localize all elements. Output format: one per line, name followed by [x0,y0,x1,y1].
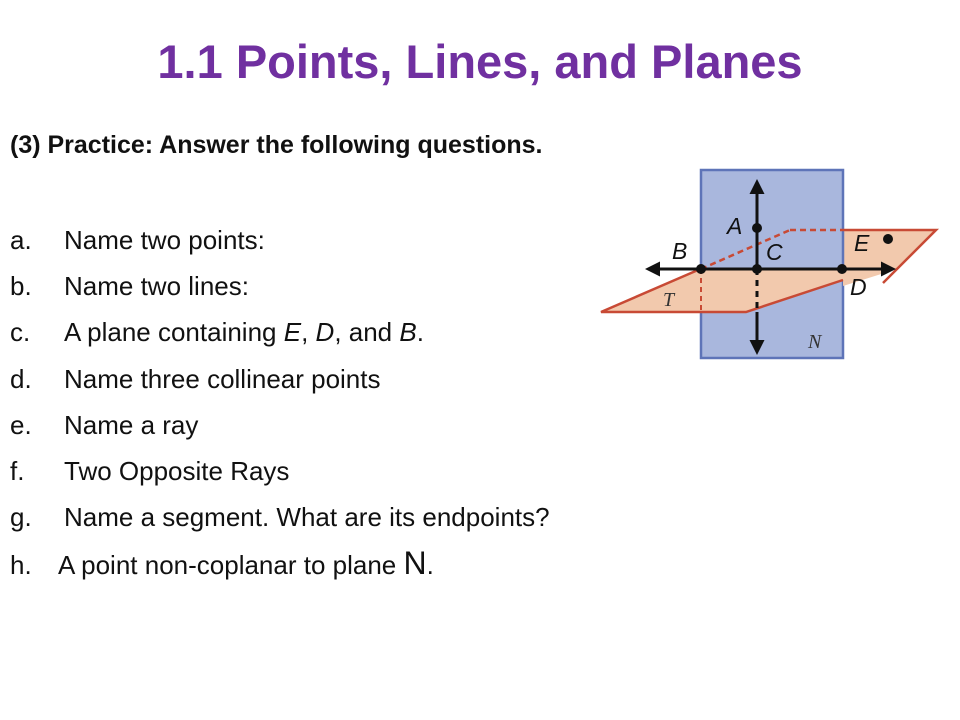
practice-heading: (3) Practice: Answer the following questions. [10,131,543,159]
question-a [10,222,550,268]
label-plane-t: T [663,289,675,311]
question-list [10,222,550,592]
page-title: 1.1 Points, Lines, and Planes [157,35,803,88]
period: . [416,317,424,348]
question-letter: g. [10,502,32,533]
label-a: A [727,213,743,239]
point-a [752,223,762,233]
question-g [10,499,550,545]
label-c: C [766,239,783,265]
question-text: Name two lines: [64,271,249,302]
question-letter: f. [10,455,25,486]
question-letter: e. [10,409,32,440]
label-plane-n: N [808,331,822,353]
question-b [10,268,550,314]
question-letter: b. [10,271,32,302]
question-text: Name a segment. What are its endpoints? [64,502,550,533]
point-b-ref: B [399,317,417,348]
question-c [10,314,550,360]
point-d [837,264,847,274]
separator: , and [334,317,400,348]
question-d [10,361,550,407]
question-text: A plane containing [64,317,284,348]
planes-diagram [596,162,942,362]
question-letter: a. [10,225,32,255]
question-text: A point non-coplanar to plane [58,550,404,581]
period: . [426,550,434,581]
question-letter: h. [10,550,32,581]
plane-n-ref: N [403,545,427,582]
question-text: Name two points: [64,225,265,255]
point-e-ref: E [283,317,302,348]
label-e: E [854,230,870,256]
question-f [10,453,550,499]
planes-figure [596,162,942,362]
question-letter: d. [10,363,32,394]
label-d: D [850,274,867,300]
question-letter: c. [10,317,31,348]
question-text: Name a ray [64,409,199,440]
question-text: Two Opposite Rays [64,455,290,486]
question-text: Name three collinear points [64,363,381,394]
point-d-ref: D [315,317,335,348]
question-h [10,545,550,591]
separator: , [301,317,316,348]
point-b [696,264,706,274]
question-e [10,407,550,453]
point-e [883,234,893,244]
label-b: B [672,238,688,264]
point-c [752,264,762,274]
